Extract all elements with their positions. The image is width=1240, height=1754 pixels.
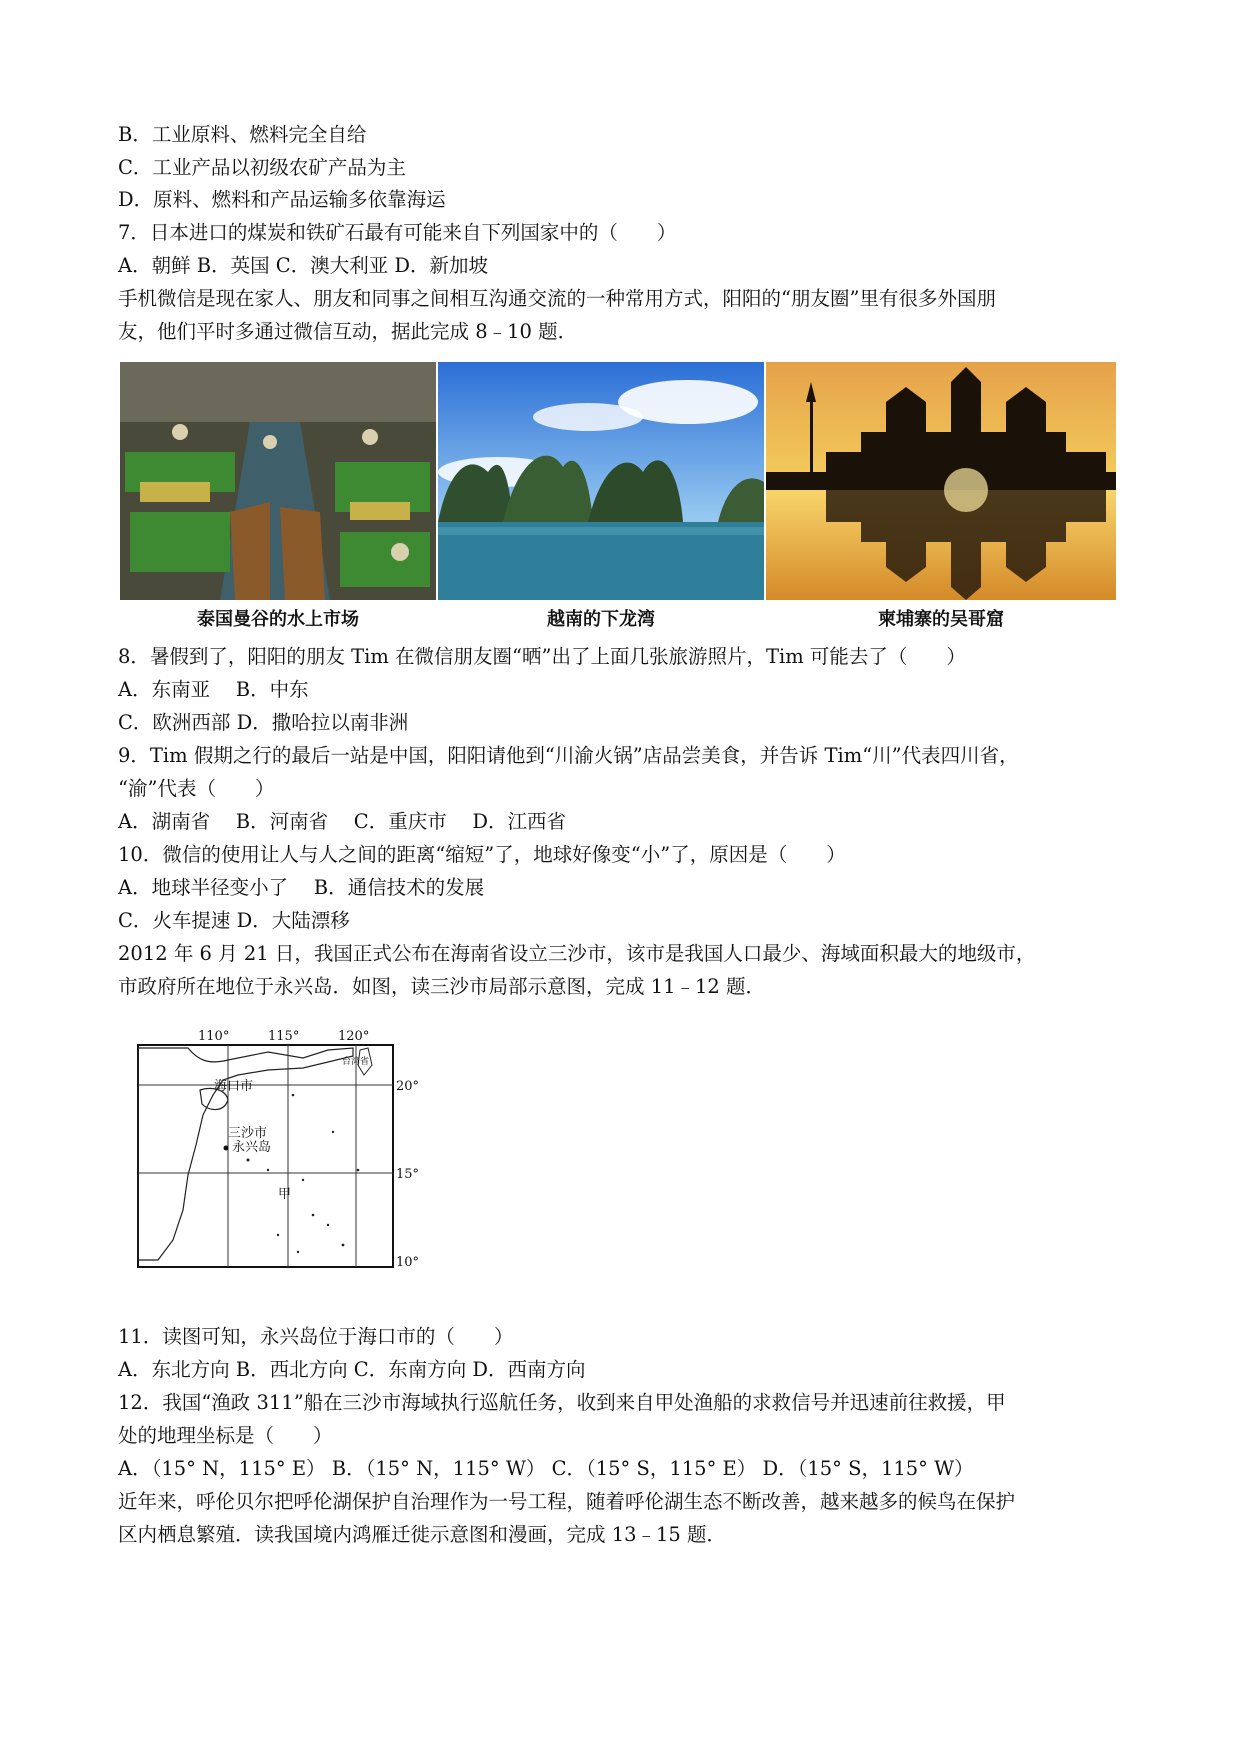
question-9-line2: “渝”代表（ ） — [118, 777, 275, 800]
sansha-label: 三沙市 — [228, 1126, 268, 1141]
intro-13-15-line1: 近年来，呼伦贝尔把呼伦湖保护自治理作为一号工程，随着呼伦湖生态不断改善，越来越多的候鸟在保护 — [118, 1490, 1016, 1513]
yongxing-point — [224, 1146, 229, 1151]
yongxing-label: 永兴岛 — [232, 1140, 272, 1155]
sansha-map — [128, 1020, 438, 1275]
lon-label-120: 120° — [338, 1029, 370, 1044]
question-12-line1: 12．我国“渔政 311”船在三沙市海域执行巡航任务，收到来自甲处渔船的求救信号并迅速前往救援，甲 — [118, 1391, 1006, 1414]
options-q10-cd: C．火车提速 D．大陆漂移 — [118, 909, 350, 932]
lat-label-10: 10° — [396, 1255, 420, 1270]
options-q11: A．东北方向 B．西北方向 C．东南方向 D．西南方向 — [118, 1358, 586, 1381]
options-q10-ab: A．地球半径变小了 B．通信技术的发展 — [118, 876, 485, 899]
taiwan-label: 台湾省 — [342, 1057, 370, 1067]
options-q7: A．朝鲜 B．英国 C．澳大利亚 D．新加坡 — [118, 254, 489, 277]
lat-label-15: 15° — [396, 1167, 420, 1182]
question-12-line2: 处的地理坐标是（ ） — [118, 1424, 333, 1447]
intro-11-12-line1: 2012 年 6 月 21 日，我国正式公布在海南省设立三沙市，该市是我国人口最少、海域面积最大的地级市， — [118, 942, 1036, 965]
caption-angkor: 柬埔寨的吴哥窟 — [878, 609, 1004, 630]
options-q8-cd: C．欧洲西部 D．撒哈拉以南非洲 — [118, 711, 409, 734]
intro-8-10-line1: 手机微信是现在家人、朋友和同事之间相互沟通交流的一种常用方式，阳阳的“朋友圈”里有很多外国朋 — [118, 287, 996, 310]
question-7: 7．日本进口的煤炭和铁矿石最有可能来自下列国家中的（ ） — [118, 221, 677, 244]
intro-11-12-line2: 市政府所在地位于永兴岛．如图，读三沙市局部示意图，完成 11﹣12 题． — [118, 975, 766, 998]
photo-angkor-wat — [766, 362, 1116, 600]
photo-bangkok-floating-market — [120, 362, 436, 600]
lon-label-115: 115° — [268, 1029, 300, 1044]
point-jia-label: 甲 — [278, 1187, 292, 1202]
option-c-q6: C．工业产品以初级农矿产品为主 — [118, 156, 406, 179]
haikou-label: 海口市 — [214, 1079, 254, 1094]
intro-13-15-line2: 区内栖息繁殖．读我国境内鸿雁迁徙示意图和漫画，完成 13﹣15 题． — [118, 1523, 727, 1546]
option-b-q6: B．工业原料、燃料完全自给 — [118, 123, 367, 146]
caption-bangkok: 泰国曼谷的水上市场 — [197, 609, 359, 630]
caption-halong: 越南的下龙湾 — [547, 609, 655, 630]
question-11: 11．读图可知，永兴岛位于海口市的（ ） — [118, 1325, 514, 1348]
photo-halong-bay — [438, 362, 764, 600]
intro-8-10-line2: 友，他们平时多通过微信互动，据此完成 8﹣10 题． — [118, 320, 578, 343]
question-9-line1: 9．Tim 假期之行的最后一站是中国，阳阳请他到“川渝火锅”店品尝美食，并告诉 Tim“川”代表四川省， — [118, 744, 1019, 767]
question-8: 8．暑假到了，阳阳的朋友 Tim 在微信朋友圈“晒”出了上面几张旅游照片，Tim 可能去了（ ） — [118, 645, 966, 668]
options-q8-ab: A．东南亚 B．中东 — [118, 678, 309, 701]
options-q9: A．湖南省 B．河南省 C．重庆市 D．江西省 — [118, 810, 567, 833]
map-frame — [138, 1045, 393, 1267]
travel-photos — [120, 362, 1116, 630]
question-10: 10．微信的使用让人与人之间的距离“缩短”了，地球好像变“小”了，原因是（ ） — [118, 843, 846, 866]
lon-label-110: 110° — [198, 1029, 230, 1044]
option-d-q6: D．原料、燃料和产品运输多依靠海运 — [118, 188, 446, 211]
lat-label-20: 20° — [396, 1079, 420, 1094]
options-q12: A．（15° N，115° E） B．（15° N，115° W） C．（15° S，115° E） D．（15° S，115° W） — [118, 1457, 974, 1480]
